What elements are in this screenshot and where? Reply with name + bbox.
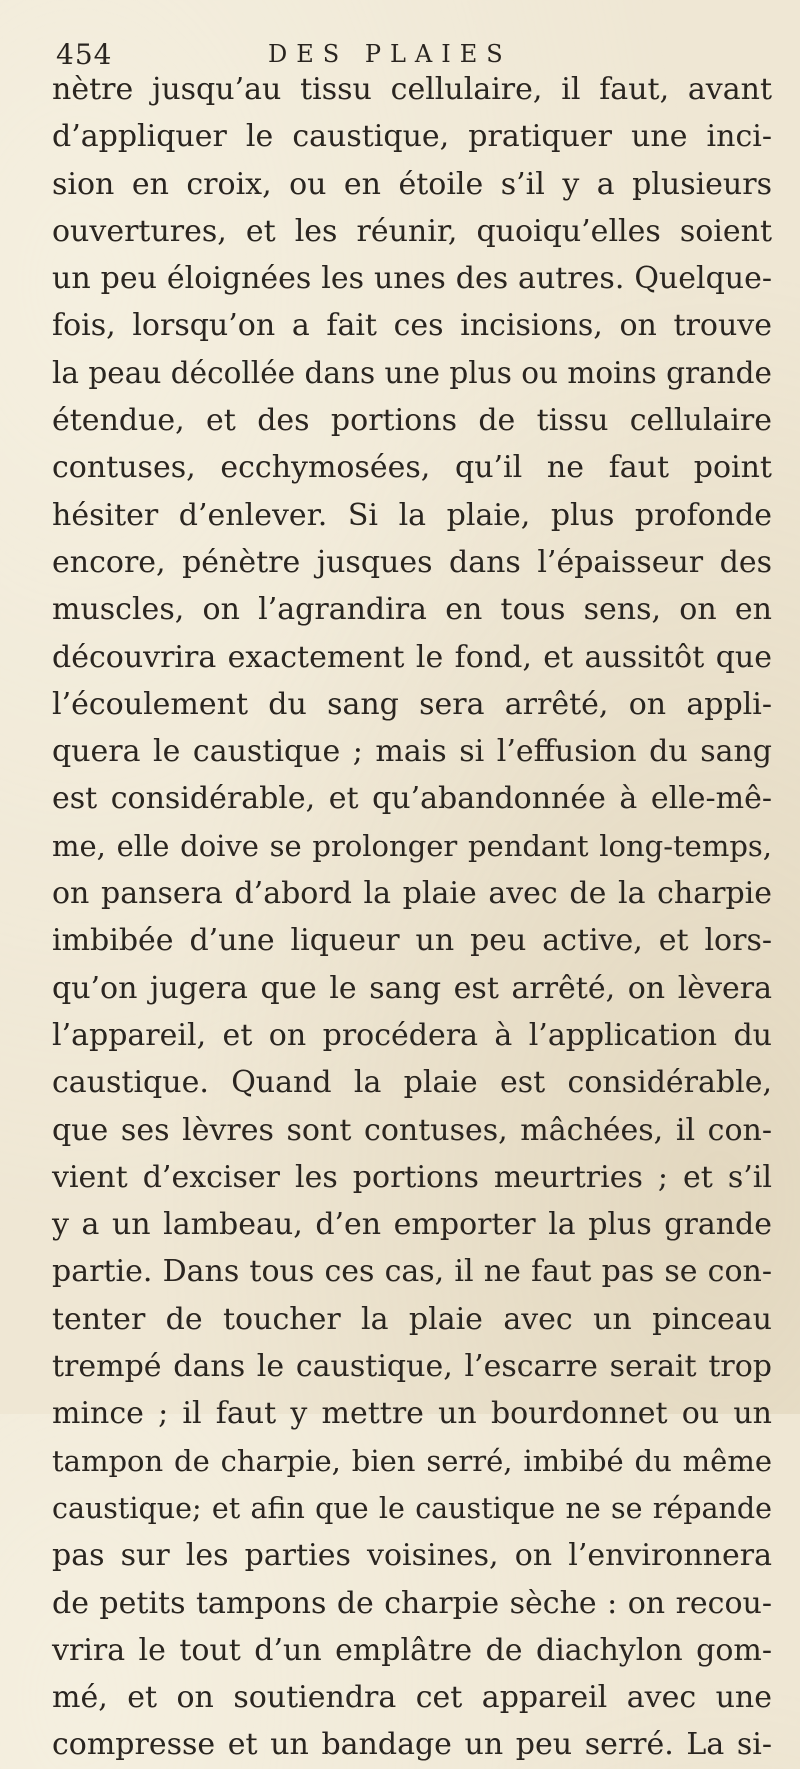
text-line: caustique; et afin que le caustique ne se répande <box>52 1491 772 1525</box>
text-line: est considérable, et qu’abandonnée à elle-mê- <box>52 781 772 817</box>
text-line: partie. Dans tous ces cas, il ne faut pas se con- <box>52 1254 772 1290</box>
text-line: me, elle doive se prolonger pendant long-temps, <box>52 828 772 863</box>
text-line: l’écoulement du sang sera arrêté, on appli- <box>52 686 772 722</box>
text-line: vient d’exciser les portions meurtries ; et s’il <box>52 1159 772 1195</box>
text-line: encore, pénètre jusques dans l’épaisseur des <box>52 544 772 580</box>
text-line: compresse et un bandage un peu serré. La si- <box>52 1727 772 1763</box>
text-line: on pansera d’abord la plaie avec de la charpie <box>52 876 772 912</box>
text-line: hésiter d’enlever. Si la plaie, plus profonde <box>52 497 772 533</box>
text-line: imbibée d’une liqueur un peu active, et lors- <box>52 923 772 959</box>
text-line: mince ; il faut y mettre un bourdonnet ou un <box>52 1396 772 1432</box>
text-line: tampon de charpie, bien serré, imbibé du même <box>52 1443 772 1478</box>
text-line: y a un lambeau, d’en emporter la plus grande <box>52 1207 772 1243</box>
text-line: caustique. Quand la plaie est considérable, <box>52 1065 772 1101</box>
text-line: vrira le tout d’un emplâtre de diachylon gom- <box>52 1632 772 1668</box>
running-title: DES PLAIES <box>268 40 512 68</box>
text-line: d’appliquer le caustique, pratiquer une inci- <box>52 119 772 155</box>
text-line: sion en croix, ou en étoile s’il y a plusieurs <box>52 166 772 202</box>
text-line: découvrira exactement le fond, et aussitôt que <box>52 639 772 675</box>
body-text <box>52 66 772 1769</box>
text-line: qu’on jugera que le sang est arrêté, on lèvera <box>52 970 772 1006</box>
text-line: la peau décollée dans une plus ou moins grande <box>52 355 772 390</box>
page-number: 454 <box>56 38 113 71</box>
text-line: fois, lorsqu’on a fait ces incisions, on trouve <box>52 308 772 344</box>
text-line: que ses lèvres sont contuses, mâchées, il con- <box>52 1112 772 1148</box>
text-line: tenter de toucher la plaie avec un pinceau <box>52 1301 772 1337</box>
text-line: muscles, on l’agrandira en tous sens, on en <box>52 592 772 628</box>
text-line: quera le caustique ; mais si l’effusion du sang <box>52 734 772 770</box>
text-line: l’appareil, et on procédera à l’application du <box>52 1017 772 1053</box>
text-line: nètre jusqu’au tissu cellulaire, il faut, avant <box>52 72 772 107</box>
text-line: contuses, ecchymosées, qu’il ne faut point <box>52 450 772 486</box>
text-line: un peu éloignées les unes des autres. Quelque- <box>52 261 772 297</box>
text-line: pas sur les parties voisines, on l’environnera <box>52 1538 772 1574</box>
text-line: de petits tampons de charpie sèche : on recou- <box>52 1585 772 1621</box>
text-line: trempé dans le caustique, l’escarre serait trop <box>52 1349 772 1385</box>
text-line: mé, et on soutiendra cet appareil avec une <box>52 1680 772 1716</box>
text-line: ouvertures, et les réunir, quoiqu’elles soient <box>52 213 772 249</box>
text-line: étendue, et des portions de tissu cellulaire <box>52 403 772 439</box>
